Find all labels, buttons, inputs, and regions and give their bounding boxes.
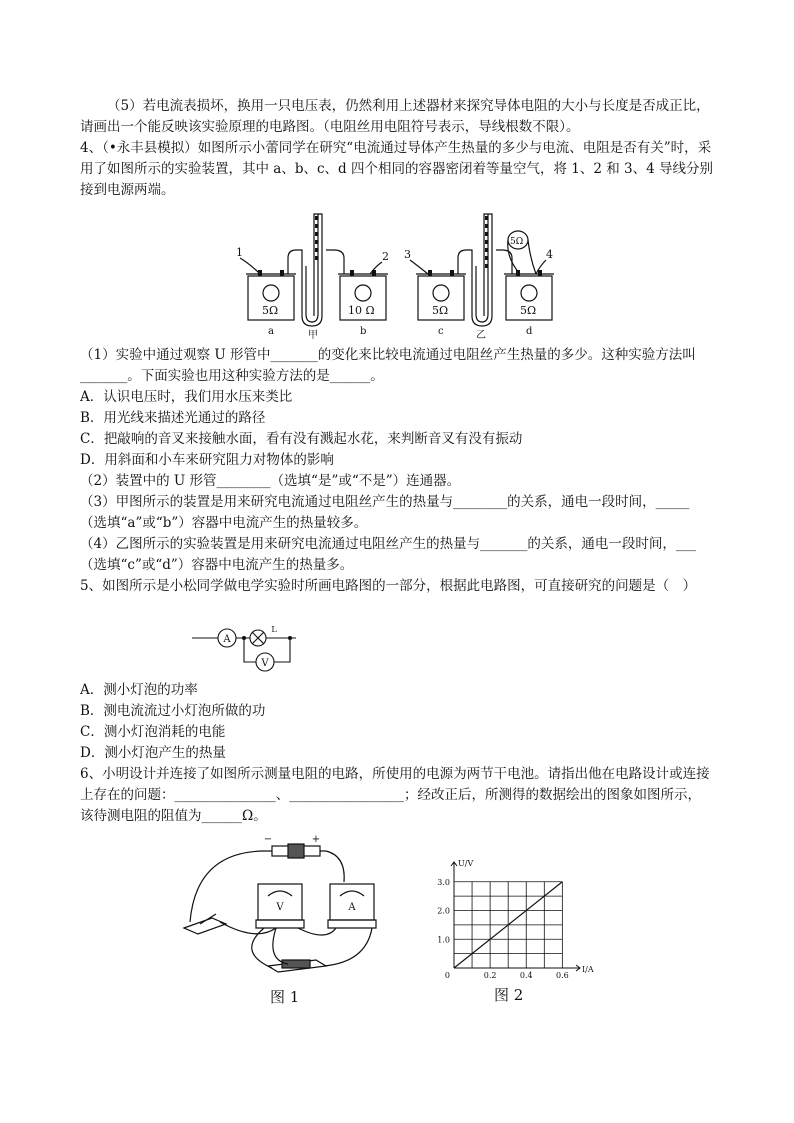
container-b-label: b (360, 326, 367, 337)
ammeter-label: A (223, 634, 231, 645)
question-6: 6、小明设计并连接了如图所示测量电阻的电路，所使用的电源为两节干电池。请指出他在电路设计或连接上存在的问题：_______________、_________________；经改正后，所测得的数据绘出的图象如图所示，该待测电阻的阻值为______Ω。 (80, 766, 710, 824)
y-tick-label: 1.0 (437, 935, 450, 945)
wire-2-label: 2 (382, 250, 389, 263)
resistor-a-label: 5Ω (262, 304, 279, 317)
parallel-resistor-label: 5Ω (510, 237, 524, 247)
y-axis-label: U/V (458, 859, 474, 868)
wire-1-label: 1 (236, 246, 243, 259)
resistor-b-label: 10 Ω (348, 304, 375, 317)
origin-label: 0 (444, 971, 450, 980)
wire-3-label: 3 (404, 248, 411, 261)
voltmeter-label: V (261, 658, 269, 669)
question-4-part-4: （4）乙图所示的实验装置是用来研究电流通过电阻丝产生的热量与_______的关系，通电一段时间，___（选填“c”或“d”）容器中电流产生的热量多。 (80, 536, 697, 573)
voltmeter-face-label: V (276, 902, 284, 913)
question-5-option-b: B．测电流流过小灯泡所做的功 (80, 703, 266, 719)
question-4-part-2: （2）装置中的 U 形管________（选填“是”或“不是”）连通器。 (80, 473, 461, 489)
apparatus-figure-1 (176, 832, 386, 984)
resistor-c-label: 5Ω (432, 304, 449, 317)
wire-4-label: 4 (546, 248, 553, 261)
question-4-option-a: A．认识电压时，我们用水压来类比 (80, 389, 293, 405)
y-tick-label: 2.0 (437, 906, 450, 916)
question-4-option-c: C．把敲响的音叉来接触水面，看有没有溅起水花，来判断音叉有没有振动 (80, 431, 523, 447)
question-5: 5、如图所示是小松同学做电学实验时所画电路图的一部分，根据此电路图，可直接研究的问题是（ ） (80, 578, 697, 594)
x-tick-label: 0.6 (555, 971, 569, 980)
figure-yi-label: 乙 (476, 330, 486, 341)
figure-jia-label: 甲 (308, 330, 318, 341)
question-5-option-a: A．测小灯泡的功率 (80, 682, 198, 698)
figure-2-caption: 图 2 (494, 986, 524, 1004)
battery-plus-label: + (311, 834, 321, 845)
x-axis-label: I/A (582, 965, 594, 974)
ammeter-face-label: A (348, 902, 356, 913)
container-c-label: c (438, 326, 444, 337)
battery-minus-label: − (263, 834, 273, 845)
question-3-part-5: （5）若电流表损坏，换用一只电压表，仍然利用上述器材来探究导体电阻的大小与长度是否成正比，请画出一个能反映该实验原理的电路图。（电阻丝用电阻符号表示，导线根数不限）。 (80, 98, 710, 135)
question-4-intro: 4、（•永丰县模拟）如图所示小蕾同学在研究“电流通过导体产生热量的多少与电流、电阻是否有关”时，采用了如图所示的实验装置，其中 a、b、c、d 四个相同的容器密闭着等量空气，将 1、2 和 3、4 导线分别接到电源两端。 (80, 140, 713, 198)
container-a-label: a (268, 326, 274, 337)
question-4-part-1: （1）实验中通过观察 U 形管中_______的变化来比较电流通过电阻丝产生热量的多少。这种实验方法叫_______。下面实验也用这种实验方法的是______。 (80, 347, 696, 384)
circuit-diagram (192, 622, 304, 676)
question-5-option-d: D．测小灯泡产生的热量 (80, 745, 226, 761)
y-tick-label: 3.0 (437, 877, 450, 887)
resistor-d-label: 5Ω (520, 304, 537, 317)
x-tick-label: 0.4 (519, 971, 533, 980)
lamp-label: L (271, 625, 277, 634)
question-4-part-3: （3）甲图所示的装置是用来研究电流通过电阻丝产生的热量与________的关系，通电一段时间，_____（选填“a”或“b”）容器中电流产生的热量较多。 (80, 494, 690, 531)
container-d-label: d (526, 326, 533, 337)
x-tick-label: 0.2 (483, 971, 497, 980)
question-4-option-b: B．用光线来描述光通过的路径 (80, 410, 266, 426)
heat-experiment-figure (236, 206, 560, 342)
ui-chart (432, 844, 592, 980)
question-4-option-d: D．用斜面和小车来研究阻力对物体的影响 (80, 452, 334, 468)
figure-1-caption: 图 1 (270, 988, 300, 1006)
question-5-option-c: C．测小灯泡消耗的电能 (80, 724, 226, 740)
